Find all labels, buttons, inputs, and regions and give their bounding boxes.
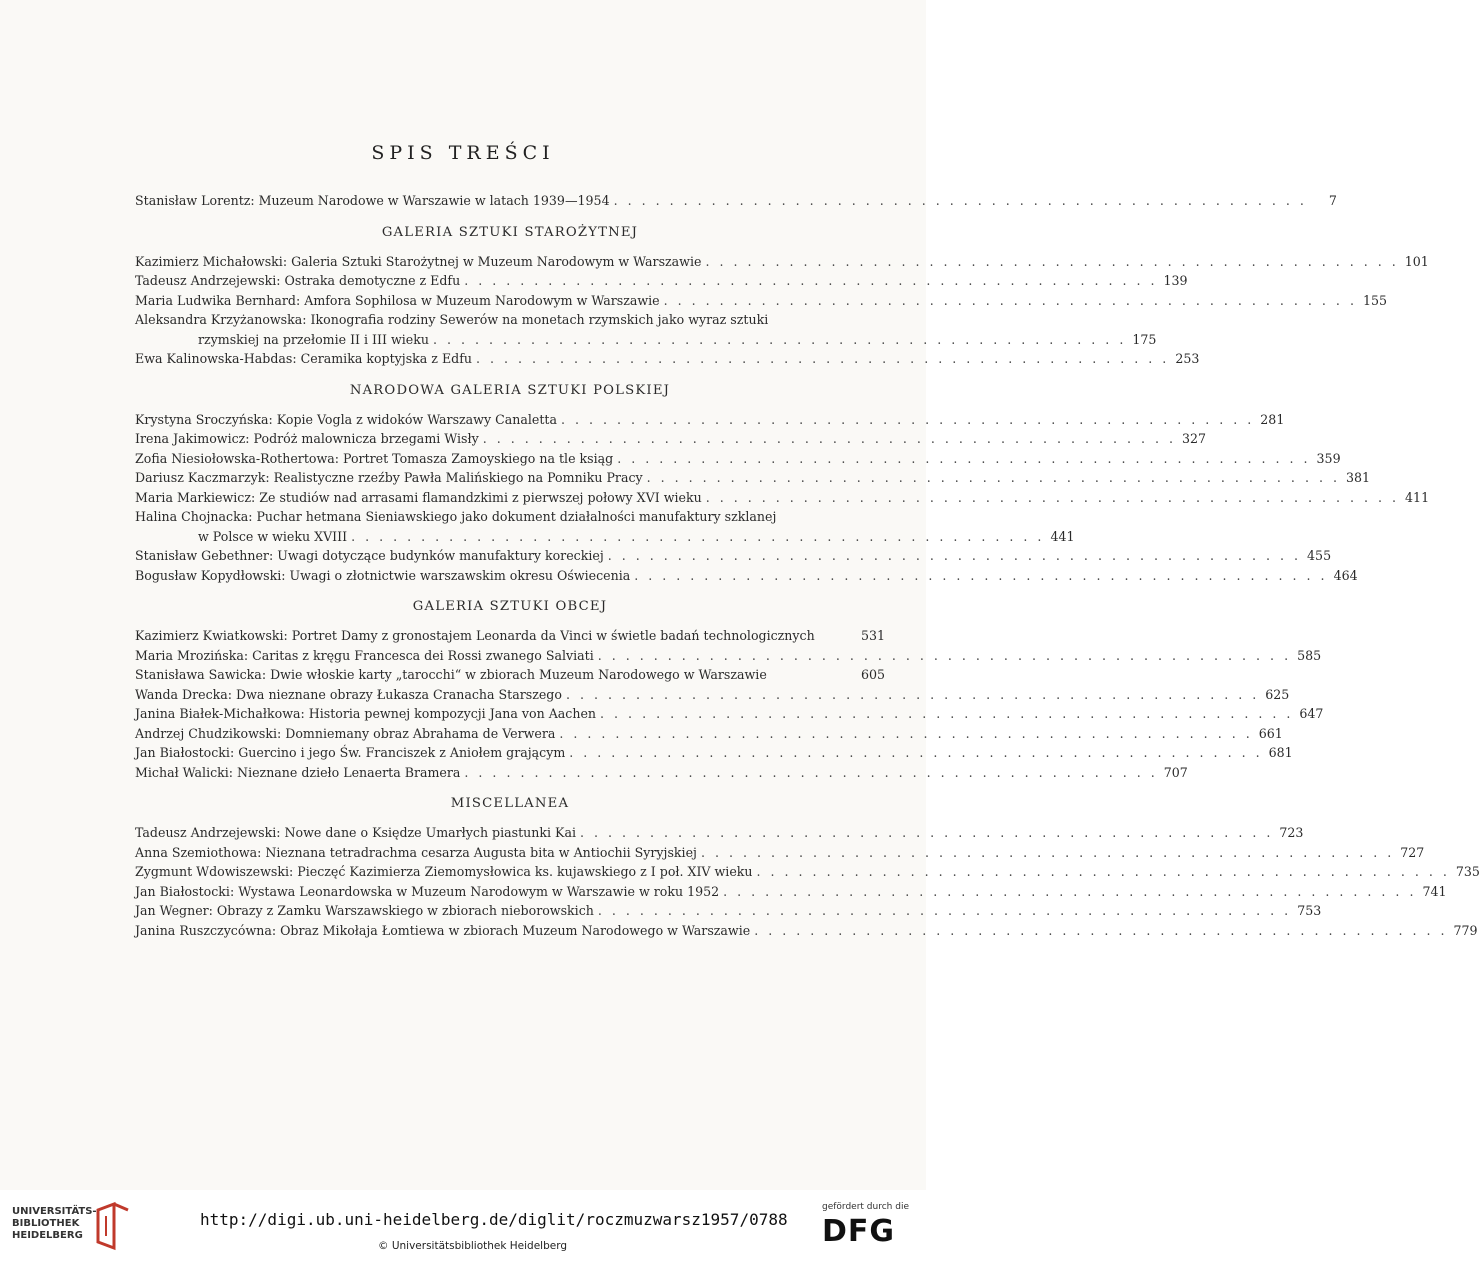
- page-number: 681: [1268, 745, 1293, 760]
- toc-entry[interactable]: [135, 507, 1075, 546]
- leader-dots: . . . . . . . . . . . . . . . . . . . . . . . . . . . . . . . . . . . . . . . . . . . . . . . . . .: [607, 548, 1302, 563]
- page-number: 753: [1297, 903, 1322, 918]
- toc-entry-text: Bogusław Kopydłowski: Uwagi o złotnictwie warszawskim okresu Oświecenia: [135, 567, 631, 583]
- toc-entry-text: Kazimierz Kwiatkowski: Portret Damy z gronostajem Leonarda da Vinci w świetle badań technologicznych: [135, 628, 815, 643]
- toc-entry-text: Stanisław Lorentz: Muzeum Narodowe w Warszawie w latach 1939—1954: [135, 193, 610, 208]
- leader-dots: . . . . . . . . . . . . . . . . . . . . . . . . . . . . . . . . . . . . . . . . . . . . . . . . . .: [560, 411, 1255, 427]
- toc-entry[interactable]: [135, 429, 1207, 449]
- page-number: 647: [1299, 706, 1324, 721]
- toc-entry[interactable]: [135, 921, 1478, 941]
- toc-entry[interactable]: [135, 488, 1430, 508]
- leader-dots: . . . . . . . . . . . . . . . . . . . . . . . . . . . . . . . . . . . . . . . . . . . . . . . . . .: [565, 686, 1260, 702]
- toc-entry[interactable]: [135, 704, 1324, 724]
- sponsor-caption: gefördert durch die: [822, 1202, 909, 1212]
- toc-entry-text: Zofia Niesiołowska-Rothertowa: Portret Tomasza Zamoyskiego na tle ksiąg: [135, 450, 614, 466]
- page-number: 741: [1422, 883, 1447, 899]
- page-number: 411: [1405, 489, 1430, 505]
- page-number: 7: [1328, 193, 1337, 208]
- toc-entry-text: Kazimierz Michałowski: Galeria Sztuki Starożytnej w Muzeum Narodowym w Warszawie: [135, 253, 702, 269]
- toc-entry-text: Michał Walicki: Nieznane dzieło Lenaerta Bramera: [135, 764, 461, 780]
- toc-entry-text: Aleksandra Krzyżanowska: Ikonografia rodziny Sewerów na monetach rzymskich jako wyraz sztuki: [135, 312, 769, 327]
- library-line-3: HEIDELBERG: [12, 1230, 83, 1241]
- toc-entry-text: Janina Ruszczycówna: Obraz Mikołaja Łomtiewa w zbiorach Muzeum Narodowego w Warszawie: [135, 922, 751, 938]
- toc-entry[interactable]: [135, 626, 885, 646]
- page-number: 779: [1453, 922, 1478, 938]
- toc-entry-text: Jan Białostocki: Guercino i jego Św. Franciszek z Aniołem grającym: [135, 745, 566, 760]
- university-library-logo[interactable]: [12, 1202, 132, 1252]
- toc-entry[interactable]: [135, 743, 1293, 763]
- table-of-contents: [135, 191, 1480, 940]
- toc-entry[interactable]: [135, 862, 1480, 882]
- toc-entry-text: Wanda Drecka: Dwa nieznane obrazy Łukasza Cranacha Starszego: [135, 686, 562, 702]
- page-number: 175: [1132, 331, 1157, 347]
- leader-dots: . . . . . . . . . . . . . . . . . . . . . . . . . . . . . . . . . . . . . . . . . . . . . . . . . .: [754, 922, 1448, 938]
- leader-dots: . . . . . . . . . . . . . . . . . . . . . . . . . . . . . . . . . . . . . . . . . . . . . . . . . .: [559, 725, 1253, 741]
- page-number: 139: [1163, 273, 1188, 288]
- toc-entry[interactable]: [135, 566, 1358, 586]
- section-heading: NARODOWA GALERIA SZTUKI POLSKIEJ: [349, 382, 671, 398]
- toc-entry[interactable]: [135, 882, 1447, 902]
- page-number: 625: [1265, 686, 1290, 702]
- toc-entry[interactable]: [135, 724, 1283, 744]
- library-line-2: BIBLIOTHEK: [12, 1218, 80, 1229]
- toc-entry[interactable]: [135, 546, 1332, 566]
- page-number: 531: [860, 628, 885, 643]
- leader-dots: . . . . . . . . . . . . . . . . . . . . . . . . . . . . . . . . . . . . . . . . . . . . . . . . . .: [613, 193, 1307, 208]
- page-number: 661: [1258, 725, 1283, 741]
- leader-dots: . . . . . . . . . . . . . . . . . . . . . . . . . . . . . . . . . . . . . . . . . . . . . . . . . .: [705, 489, 1400, 505]
- page-number: 441: [1050, 528, 1075, 544]
- page-number: 735: [1455, 864, 1480, 879]
- page-number: 381: [1345, 470, 1371, 485]
- toc-entry[interactable]: [135, 646, 1322, 666]
- leader-dots: . . . . . . . . . . . . . . . . . . . . . . . . . . . . . . . . . . . . . . . . . . . . . . . . . .: [700, 844, 1395, 860]
- library-logo-icon: [94, 1202, 130, 1252]
- toc-entry-text: Jan Wegner: Obrazy z Zamku Warszawskiego w zbiorach nieborowskich: [135, 903, 594, 918]
- page-number: 155: [1362, 292, 1387, 308]
- section-heading: GALERIA SZTUKI OBCEJ: [412, 599, 608, 614]
- leader-dots: . . . . . . . . . . . . . . . . . . . . . . . . . . . . . . . . . . . . . . . . . . . . . . . . . .: [433, 331, 1127, 347]
- toc-entry[interactable]: [135, 843, 1425, 863]
- toc-entry[interactable]: [135, 823, 1304, 843]
- toc-entry[interactable]: [135, 901, 1322, 921]
- section-heading: MISCELLANEA: [450, 796, 570, 811]
- page-number: 281: [1260, 411, 1285, 427]
- toc-entry-text: Dariusz Kaczmarzyk: Realistyczne rzeźby Pawła Malińskiego na Pomniku Pracy: [135, 470, 643, 485]
- leader-dots: . . . . . . . . . . . . . . . . . . . . . . . . . . . . . . . . . . . . . . . . . . . . . . . . . .: [597, 647, 1292, 663]
- toc-entry-text: Halina Chojnacka: Puchar hetmana Sieniawskiego jako dokument działalności manufaktury szklanej: [135, 509, 777, 524]
- leader-dots: . . . . . . . . . . . . . . . . . . . . . . . . . . . . . . . . . . . . . . . . . . . . . . . . . .: [756, 864, 1450, 879]
- leader-dots: . . . . . . . . . . . . . . . . . . . . . . . . . . . . . . . . . . . . . . . . . . . . . . . . . .: [475, 351, 1170, 366]
- page-number: 464: [1333, 567, 1358, 583]
- leader-dots: . . . . . . . . . . . . . . . . . . . . . . . . . . . . . . . . . . . . . . . . . . . . . . . . . .: [580, 825, 1274, 840]
- leader-dots: . . . . . . . . . . . . . . . . . . . . . . . . . . . . . . . . . . . . . . . . . . . . . . . . . .: [569, 745, 1263, 760]
- toc-entry-text: Stanisław Gebethner: Uwagi dotyczące budynków manufaktury koreckiej: [135, 548, 604, 563]
- toc-entry-continuation: [135, 330, 1157, 350]
- toc-entry[interactable]: [135, 191, 1337, 211]
- toc-entry-text: Tadeusz Andrzejewski: Ostraka demotyczne z Edfu: [135, 273, 461, 288]
- toc-entry[interactable]: [135, 349, 1200, 369]
- copyright-notice: © Universitätsbibliothek Heidelberg: [378, 1240, 568, 1252]
- toc-entry-text: Andrzej Chudzikowski: Domniemany obraz Abrahama de Verwera: [135, 725, 556, 741]
- library-name: [12, 1206, 97, 1242]
- toc-entry-text: Krystyna Sroczyńska: Kopie Vogla z widoków Warszawy Canaletta: [135, 411, 557, 427]
- page-number: 359: [1316, 450, 1341, 466]
- toc-entry[interactable]: [135, 291, 1387, 311]
- leader-dots: . . . . . . . . . . . . . . . . . . . . . . . . . . . . . . . . . . . . . . . . . . . . . . . . . .: [705, 253, 1399, 269]
- leader-dots: . . . . . . . . . . . . . . . . . . . . . . . . . . . . . . . . . . . . . . . . . . . . . . . . . .: [597, 903, 1292, 918]
- leader-dots: . . . . . . . . . . . . . . . . . . . . . . . . . . . . . . . . . . . . . . . . . . . . . . . . . .: [482, 431, 1177, 446]
- toc-entry-text: Maria Ludwika Bernhard: Amfora Sophilosa w Muzeum Narodowym w Warszawie: [135, 292, 660, 308]
- toc-entry-text: Janina Białek-Michałkowa: Historia pewnej kompozycji Jana von Aachen: [135, 706, 597, 721]
- leader-dots: . . . . . . . . . . . . . . . . . . . . . . . . . . . . . . . . . . . . . . . . . . . . . . . . . .: [600, 706, 1294, 721]
- page-number: 585: [1297, 647, 1322, 663]
- leader-dots: . . . . . . . . . . . . . . . . . . . . . . . . . . . . . . . . . . . . . . . . . . . . . . . . . .: [617, 450, 1311, 466]
- leader-dots: . . . . . . . . . . . . . . . . . . . . . . . . . . . . . . . . . . . . . . . . . . . . . . . . . .: [351, 528, 1045, 544]
- library-line-1: UNIVERSITÄTS-: [12, 1206, 97, 1217]
- section-heading: GALERIA SZTUKI STAROŻYTNEJ: [381, 224, 639, 240]
- toc-entry[interactable]: [135, 449, 1341, 469]
- toc-entry[interactable]: [135, 763, 1188, 783]
- toc-entry-text: Ewa Kalinowska-Habdas: Ceramika koptyjska z Edfu: [135, 351, 472, 366]
- page-number: 707: [1163, 764, 1188, 780]
- toc-entry[interactable]: [135, 468, 1371, 488]
- toc-entry-text-continued: rzymskiej na przełomie II i III wieku: [198, 331, 429, 347]
- toc-entry[interactable]: [135, 310, 1157, 349]
- page-number: 101: [1404, 253, 1429, 269]
- page-number: 327: [1182, 431, 1207, 446]
- toc-entry[interactable]: [135, 685, 1290, 705]
- toc-entry-text: Irena Jakimowicz: Podróż malownicza brzegami Wisły: [135, 431, 479, 446]
- toc-entry-text: Stanisława Sawicka: Dwie włoskie karty „tarocchi“ w zbiorach Muzeum Narodowego w Warszawie: [135, 667, 767, 682]
- source-url-link[interactable]: http://digi.ub.uni-heidelberg.de/diglit/roczmuzwarsz1957/0788: [200, 1210, 788, 1229]
- page-number: 455: [1307, 548, 1332, 563]
- leader-dots: . . . . . . . . . . . . . . . . . . . . . . . . . . . . . . . . . . . . . . . . . . . . . . . . . .: [634, 567, 1328, 583]
- page-number: 723: [1279, 825, 1304, 840]
- leader-dots: . . . . . . . . . . . . . . . . . . . . . . . . . . . . . . . . . . . . . . . . . . . . . . . . . .: [663, 292, 1357, 308]
- leader-dots: . . . . . . . . . . . . . . . . . . . . . . . . . . . . . . . . . . . . . . . . . . . . . . . . . .: [723, 883, 1417, 899]
- toc-entry[interactable]: [135, 410, 1285, 430]
- toc-entry-text: Zygmunt Wdowiszewski: Pieczęć Kazimierza Ziemomysłowica ks. kujawskiego z I poł. XIV wieku: [135, 864, 753, 879]
- toc-entry-text: Jan Białostocki: Wystawa Leonardowska w Muzeum Narodowym w Warszawie w roku 1952: [135, 883, 720, 899]
- page-number: 727: [1400, 844, 1425, 860]
- toc-entry-text: Maria Mrozińska: Caritas z kręgu Francesca dei Rossi zwanego Salviati: [135, 647, 594, 663]
- toc-entry[interactable]: [135, 252, 1429, 272]
- toc-entry-text-continued: w Polsce w wieku XVIII: [198, 528, 348, 544]
- leader-dots: . . . . . . . . . . . . . . . . . . . . . . . . . . . . . . . . . . . . . . . . . . . . . . . . . .: [464, 764, 1158, 780]
- page-title: SPIS TREŚCI: [371, 142, 555, 164]
- toc-entry-text: Anna Szemiothowa: Nieznana tetradrachma cesarza Augusta bita w Antiochii Syryjskiej: [135, 844, 697, 860]
- page-number: 253: [1175, 351, 1200, 366]
- toc-entry-text: Tadeusz Andrzejewski: Nowe dane o Księdze Umarłych piastunki Kai: [135, 825, 577, 840]
- dfg-logo-text: DFG: [822, 1214, 896, 1249]
- page-number: 605: [860, 667, 885, 682]
- toc-entry-text: Maria Markiewicz: Ze studiów nad arrasami flamandzkimi z pierwszej połowy XVI wieku: [135, 489, 702, 505]
- footer: [0, 1190, 926, 1264]
- toc-entry[interactable]: [135, 271, 1188, 291]
- dfg-logo[interactable]: [822, 1202, 916, 1252]
- toc-entry[interactable]: [135, 665, 885, 685]
- leader-dots: . . . . . . . . . . . . . . . . . . . . . . . . . . . . . . . . . . . . . . . . . . . . . . . . . .: [646, 470, 1340, 485]
- leader-dots: . . . . . . . . . . . . . . . . . . . . . . . . . . . . . . . . . . . . . . . . . . . . . . . . . .: [464, 273, 1158, 288]
- toc-entry-continuation: [135, 527, 1075, 547]
